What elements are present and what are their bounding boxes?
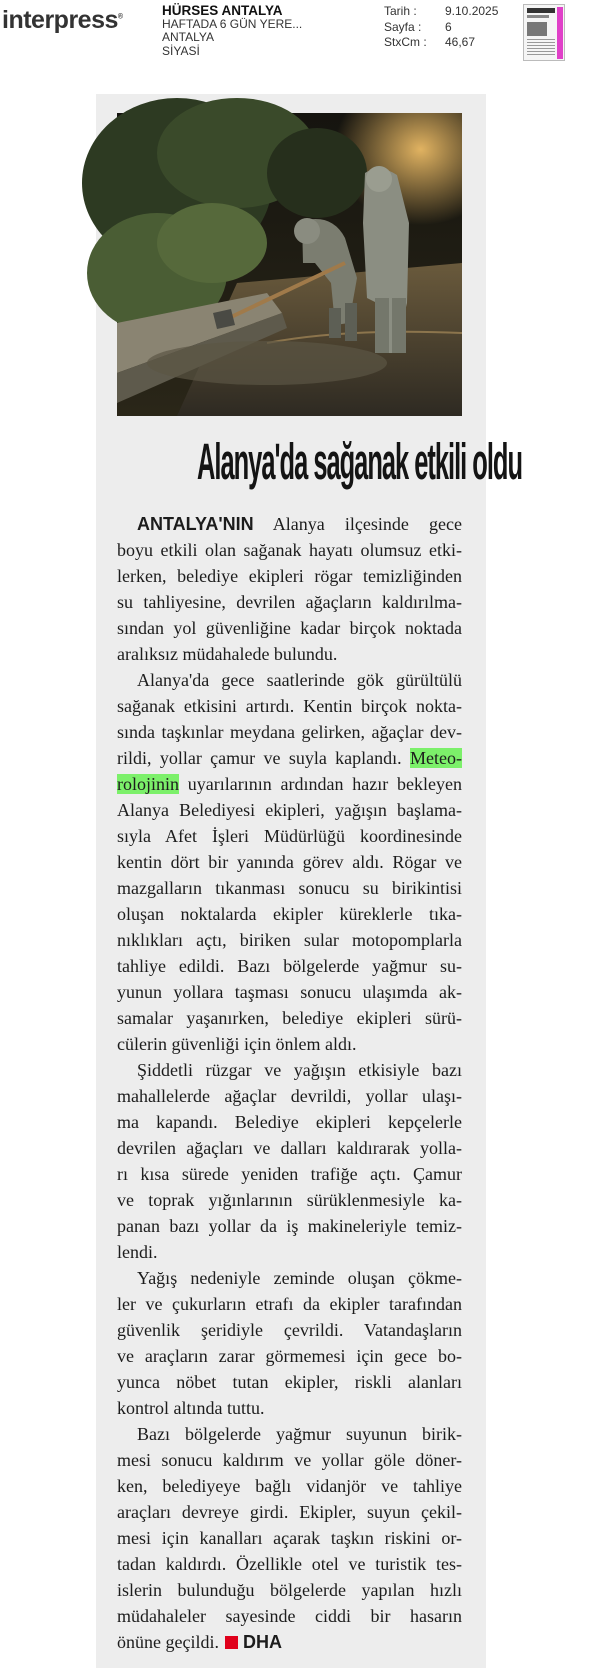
- article-line-text: kentin dört bir yanında görev aldı. Rögar ve: [117, 852, 462, 872]
- article-line: [117, 797, 462, 823]
- article-line-text: yunun yollara taşması sonucu ulaşımda ak-: [117, 982, 462, 1002]
- article-line-text: mesi sonucu kaldırım ve yollar göle döner-: [117, 1450, 462, 1470]
- article-line: [117, 1499, 462, 1525]
- article-line-text: Alanya Belediyesi ekipleri, yağışın başlama-: [117, 800, 462, 820]
- publication-category: SİYASİ: [162, 43, 200, 58]
- meta-value: 6: [445, 19, 452, 34]
- source-marker-icon: [225, 1636, 238, 1649]
- article-line: [117, 875, 462, 901]
- publication-frequency: HAFTADA 6 GÜN YERE...: [162, 16, 303, 31]
- article-line: [117, 511, 462, 537]
- article-line: [117, 1031, 462, 1057]
- news-agency-source: DHA: [237, 1632, 282, 1652]
- article-line-text: ken, belediyeye bağlı vidanjör ve tahliye: [117, 1476, 462, 1496]
- lead-word: ANTALYA'NIN: [137, 514, 254, 534]
- article-line: [117, 1369, 462, 1395]
- meta-key: Tarih :: [384, 4, 417, 18]
- article-line-text: devrilen ağaçları ve dalları kaldırarak yolla-: [117, 1138, 462, 1158]
- article-line: [117, 641, 462, 667]
- article-line-text: mahallelerde ağaçlar devrildi, yollar ulaşı-: [117, 1086, 462, 1106]
- keyword-highlight: rolojinin: [117, 774, 179, 794]
- article-line-text: cülerin güvenliği için önlem aldı.: [117, 1034, 357, 1054]
- article-line: [117, 1447, 462, 1473]
- article-line: [117, 1109, 462, 1135]
- article-line-text: sından yol güvenliğine kadar birçok noktada: [117, 618, 462, 638]
- article-line-text: ve araçların zarar görmemesi için gece bo-: [117, 1346, 462, 1366]
- page-thumbnail[interactable]: [523, 4, 565, 61]
- article-line: [117, 1057, 462, 1083]
- article-line: [117, 1265, 462, 1291]
- article-line-text: panan bazı yollar da iş makineleriyle temiz-: [117, 1216, 462, 1236]
- article-line-text: önüne geçildi.: [117, 1632, 219, 1652]
- article-line-text: Bazı bölgelerde yağmur suyunun birik-: [137, 1424, 462, 1444]
- article-line: [117, 1343, 462, 1369]
- article-line-text: boyu etkili olan sağanak hayatı olumsuz etki-: [117, 540, 462, 560]
- article-line: [117, 1213, 462, 1239]
- article-line-text: sında taşkınlar meydana gelirken, ağaçlar dev-: [117, 722, 462, 742]
- article-line: [117, 1603, 462, 1629]
- article-line-text: lerken, belediye ekipleri rögar temizliğinden: [117, 566, 462, 586]
- article-line-text: mesi için kanalları açarak taşkın riskini or-: [117, 1528, 462, 1548]
- article-line: [117, 1083, 462, 1109]
- article-line-text: ler ve çukurların etrafı da ekipler tarafından: [117, 1294, 462, 1314]
- keyword-highlight: Meteo-: [410, 748, 462, 768]
- publication-info: [162, 4, 302, 58]
- article-line-text: müdahaleler sayesinde ciddi bir hasarın: [117, 1606, 462, 1626]
- meta-row-stxcm: [384, 35, 498, 51]
- news-photo: [117, 113, 462, 416]
- article-line: [117, 693, 462, 719]
- article-line-text: uyarılarının ardından hazır bekleyen: [179, 774, 462, 794]
- article-line: [117, 771, 462, 797]
- article-line-text: nıklıkları açtı, biriken sular motopomplarla: [117, 930, 462, 950]
- publication-name: HÜRSES ANTALYA: [162, 3, 283, 18]
- article-line: [117, 953, 462, 979]
- article-line-text: Yağış nedeniyle zeminde oluşan çökme-: [137, 1268, 462, 1288]
- publication-city: ANTALYA: [162, 30, 215, 44]
- article-line: [117, 927, 462, 953]
- logo-text: interpress: [2, 6, 118, 34]
- article-line-text: ma kapandı. Belediye ekipleri kepçelerle: [117, 1112, 462, 1132]
- article-line: [117, 1551, 462, 1577]
- article-line-text: Alanya'da gece saatlerinde gök gürültülü: [137, 670, 462, 690]
- article-line-text: güvenlik şeridiyle çevrildi. Vatandaşların: [117, 1320, 462, 1340]
- article-line: [117, 1577, 462, 1603]
- meta-value: 9.10.2025: [445, 4, 499, 18]
- logo-registered-mark: ®: [117, 13, 123, 21]
- article-line: [117, 1161, 462, 1187]
- article-line-text: oluşan noktalarda ekipler küreklerle tıka-: [117, 904, 462, 924]
- article-line-text: lendi.: [117, 1242, 158, 1262]
- article-line: [117, 615, 462, 641]
- article-body: [117, 511, 462, 1655]
- article-line-text: rı kısa sürede yeniden trafiğe açtı. Çamur: [117, 1164, 462, 1184]
- article-line-text: kontrol altında tuttu.: [117, 1398, 265, 1418]
- article-line: [117, 901, 462, 927]
- article-line-text: rildi, yollar çamur ve suyla kaplandı.: [117, 748, 411, 768]
- article-line-text: aralıksız müdahalede bulundu.: [117, 644, 338, 664]
- meta-row-date: [384, 4, 498, 20]
- article-line-text: sıyla Afet İşleri Müdürlüğü koordinesinde: [117, 826, 462, 846]
- article-line: [117, 1239, 462, 1265]
- article-line: [117, 537, 462, 563]
- article-line: [117, 667, 462, 693]
- meta-value: 46,67: [445, 35, 476, 49]
- article-line-text: ve toprak yığınlarının sürüklenmesiyle ka-: [117, 1190, 462, 1210]
- meta-key: StxCm :: [384, 35, 427, 49]
- article-line: [117, 745, 462, 771]
- article-line-text: islerin bulunduğu bölgelerde yapılan hızlı: [117, 1580, 462, 1600]
- article-line: [117, 849, 462, 875]
- meta-row-page: [384, 20, 498, 36]
- interpress-logo: [2, 6, 123, 35]
- article-line: [117, 1005, 462, 1031]
- article-headline: Alanya'da sağanak etkili oldu: [197, 434, 523, 492]
- article-line-text: mazgalların tıkanması sonucu su birikintisi: [117, 878, 462, 898]
- article-line: [117, 1291, 462, 1317]
- article-line: [117, 1629, 462, 1655]
- article-line: [117, 1187, 462, 1213]
- article-line-text: Alanya ilçesinde gece: [253, 514, 462, 534]
- article-line: [117, 979, 462, 1005]
- meta-key: Sayfa :: [384, 19, 422, 34]
- article-line: [117, 1317, 462, 1343]
- article-line: [117, 563, 462, 589]
- article-line: [117, 1473, 462, 1499]
- article-line: [117, 1525, 462, 1551]
- article-line-text: araçları devreye girdi. Ekipler, suyun çekil-: [117, 1502, 462, 1522]
- article-line-text: Şiddetli rüzgar ve yağışın etkisiyle bazı: [137, 1060, 462, 1080]
- article-line: [117, 589, 462, 615]
- article-line: [117, 823, 462, 849]
- article-line-text: su tahliyesine, devrilen ağaçların kaldırılma-: [117, 592, 462, 612]
- article-line-text: yunca nöbet tutan ekipler, riskli alanları: [117, 1372, 462, 1392]
- article-line: [117, 719, 462, 745]
- thumbnail-marker: [557, 7, 563, 59]
- article-line: [117, 1395, 462, 1421]
- article-line-text: tahliye edildi. Bazı bölgelerde yağmur su-: [117, 956, 462, 976]
- clipping-metadata: [384, 4, 498, 51]
- article-line-text: tadan kaldırdı. Özellikle otel ve turistik tes-: [117, 1554, 462, 1574]
- article-line: [117, 1421, 462, 1447]
- article-line-text: sağanak etkisini artırdı. Kentin birçok nokta-: [117, 696, 462, 716]
- article-line: [117, 1135, 462, 1161]
- article-line-text: samalar yaşanırken, belediye ekipleri sürü-: [117, 1008, 462, 1028]
